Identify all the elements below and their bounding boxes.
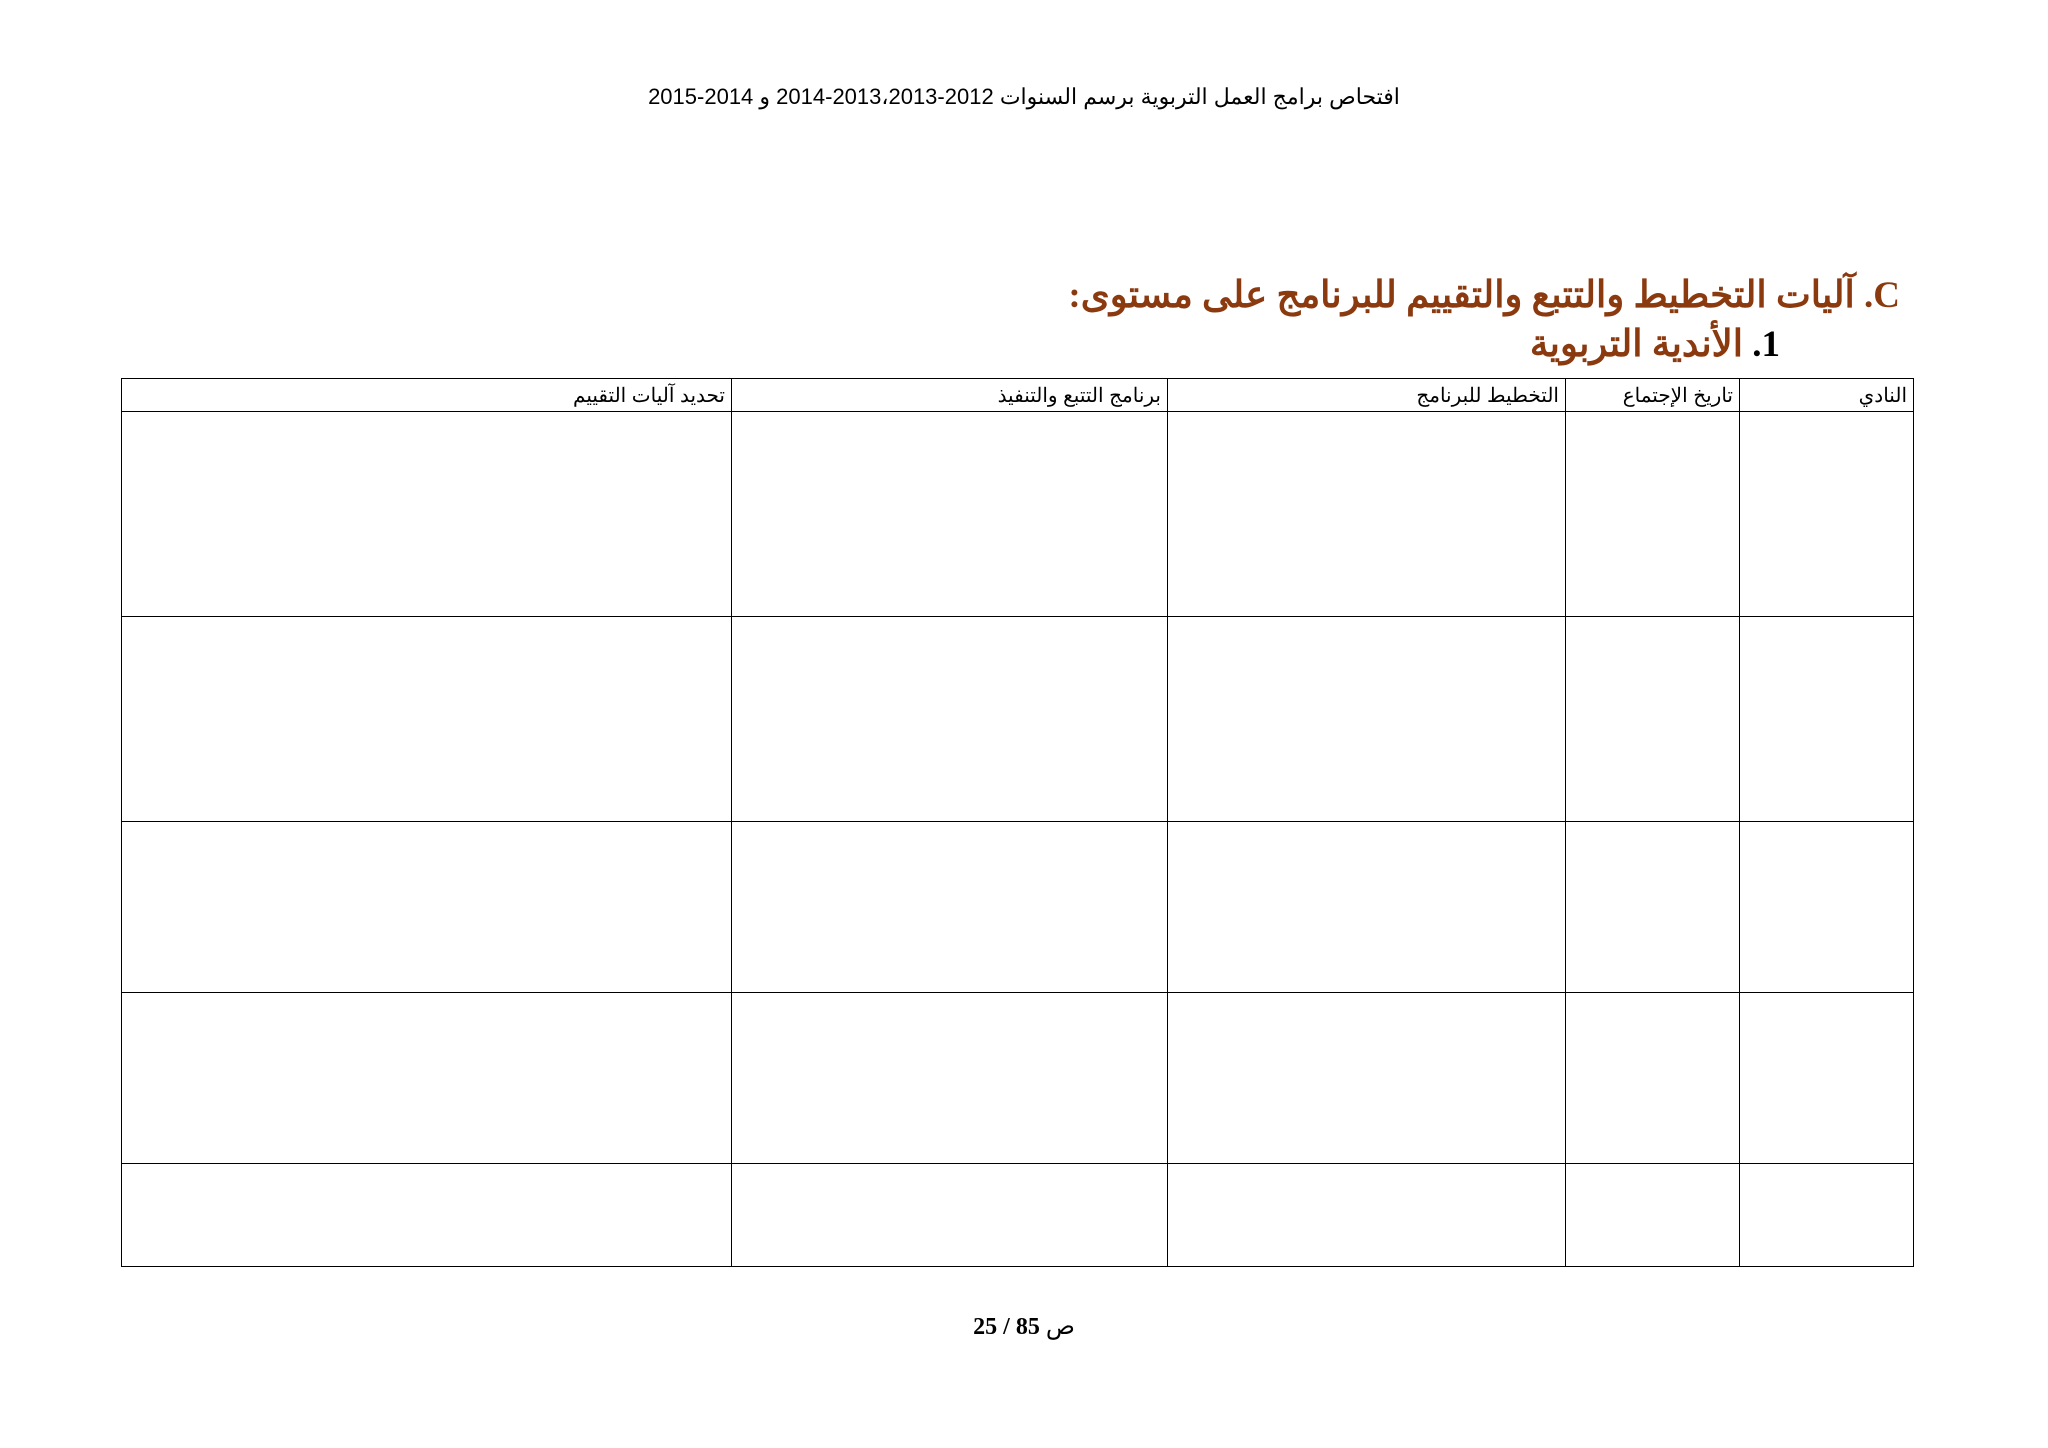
table-cell[interactable] (1168, 822, 1566, 993)
table-cell[interactable] (732, 617, 1168, 822)
table-cell[interactable] (1168, 1164, 1566, 1267)
section-heading: C. آليات التخطيط والتتبع والتقييم للبرنامج على مستوى: (1068, 275, 1900, 316)
clubs-planning-table (121, 378, 1914, 1267)
table-cell[interactable] (122, 822, 732, 993)
sub-heading-number: 1. (1752, 324, 1780, 365)
column-header-followup-program: برنامج التتبع والتنفيذ (732, 379, 1168, 412)
table-cell[interactable] (1740, 1164, 1914, 1267)
table-cell[interactable] (122, 412, 732, 617)
sub-heading (1530, 322, 1780, 368)
table-row (122, 1164, 1914, 1267)
table-cell[interactable] (732, 412, 1168, 617)
column-header-evaluation-mechanisms: تحديد آليات التقييم (122, 379, 732, 412)
running-header: افتحاص برامج العمل التربوية برسم السنوات 2012-2013،2013-2014 و 2014-2015 (648, 84, 1400, 109)
table-row (122, 412, 1914, 617)
table-row (122, 993, 1914, 1164)
column-header-program-planning: التخطيط للبرنامج (1168, 379, 1566, 412)
table-cell[interactable] (122, 993, 732, 1164)
sub-heading-title: الأندية التربوية (1529, 324, 1743, 365)
table-cell[interactable] (732, 993, 1168, 1164)
table-cell[interactable] (1566, 412, 1740, 617)
table-cell[interactable] (122, 1164, 732, 1267)
table-cell[interactable] (1740, 993, 1914, 1164)
table-cell[interactable] (122, 617, 732, 822)
table-cell[interactable] (1566, 617, 1740, 822)
table-cell[interactable] (1566, 1164, 1740, 1267)
table-cell[interactable] (732, 1164, 1168, 1267)
table-cell[interactable] (1740, 617, 1914, 822)
table-cell[interactable] (1566, 822, 1740, 993)
table-cell[interactable] (1566, 993, 1740, 1164)
page-footer (0, 1312, 2048, 1341)
table-cell[interactable] (1740, 822, 1914, 993)
table-cell[interactable] (1740, 412, 1914, 617)
table-header-row (122, 379, 1914, 412)
column-header-meeting-date: تاريخ الإجتماع (1566, 379, 1740, 412)
table-cell[interactable] (1168, 993, 1566, 1164)
page-suffix: ص (1045, 1314, 1075, 1340)
column-header-club: النادي (1740, 379, 1914, 412)
page-numbers: 85 / 25 (973, 1314, 1040, 1340)
table-cell[interactable] (732, 822, 1168, 993)
table-row (122, 822, 1914, 993)
table-row (122, 617, 1914, 822)
table-cell[interactable] (1168, 617, 1566, 822)
table-cell[interactable] (1168, 412, 1566, 617)
